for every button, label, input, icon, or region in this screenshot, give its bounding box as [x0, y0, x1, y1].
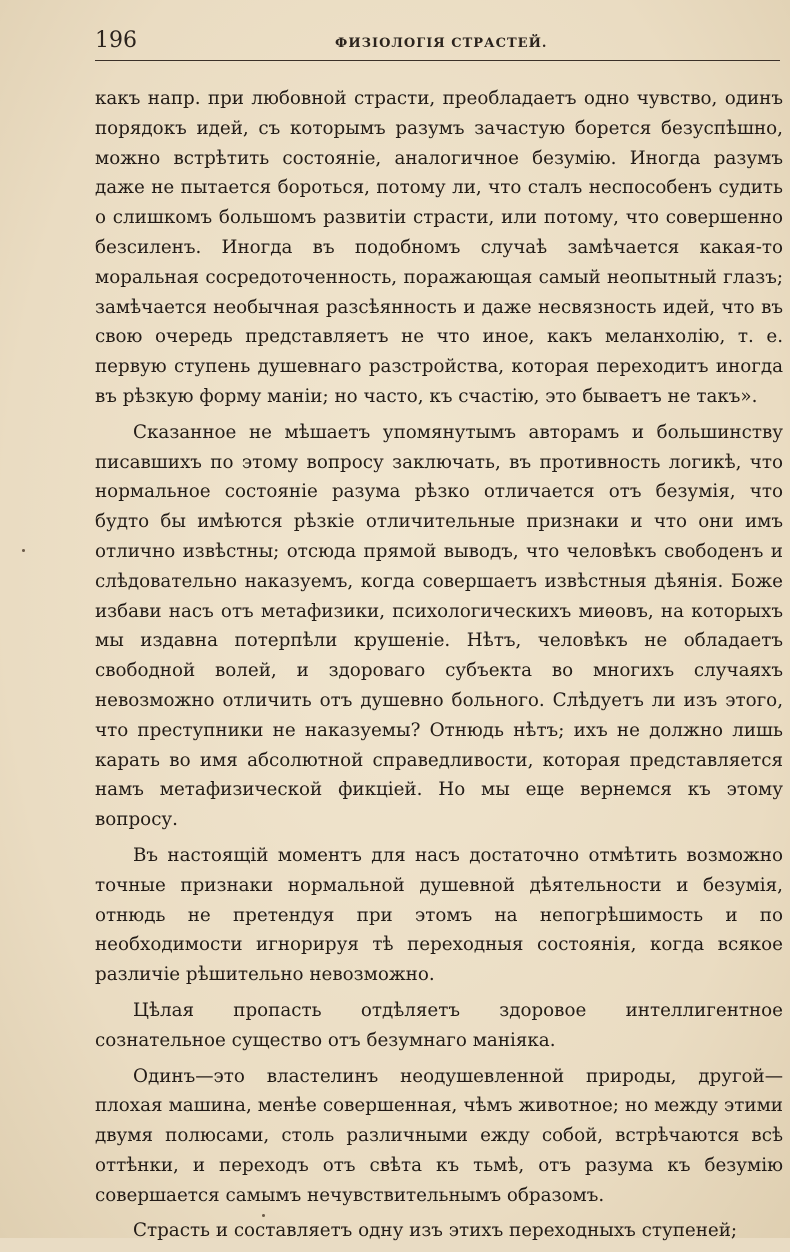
paragraph: Страсть и составляетъ одну изъ этихъ переходныхъ ступеней;: [133, 1220, 738, 1242]
paragraph: Въ настоящій моментъ для насъ достаточно отмѣтить возможно точные признаки нормальной душевной дѣятельности и безумія, отнюдь не претендуя при этомъ на непогрѣшимость и по необходимости игнорируя тѣ переходныя состоянія, когда всякое различіе рѣшительно невозможно.: [95, 844, 783, 986]
page-header: [95, 26, 780, 61]
running-title: ФИЗІОЛОГІЯ СТРАСТЕЙ.: [335, 36, 548, 51]
page-number: 196: [95, 28, 137, 53]
paper-speck: [22, 549, 25, 552]
paragraph: Цѣлая пропасть отдѣляетъ здоровое интеллигентное сознательное существо отъ безумнаго маніяка.: [95, 999, 783, 1051]
paragraph: Одинъ—это властелинъ неодушевленной природы, другой—плохая машина, менѣе совершенная, чѣмъ животное; но между этими двумя полюсами, столь различными ежду собой, встрѣчаются всѣ оттѣнки, и переходъ отъ свѣта къ тьмѣ, отъ разума къ безумію совершается самымъ нечувствительнымъ образомъ.: [95, 1065, 783, 1206]
paper-speck: [262, 1214, 265, 1217]
paragraph: какъ напр. при любовной страсти, преобладаетъ одно чувство, одинъ порядокъ идей, съ которымъ разумъ зачастую борется безуспѣшно, можно встрѣтить состояніе, аналогичное безумію. Иногда разумъ даже не пытается бороться, потому ли, что сталъ неспособенъ судить о слишкомъ большомъ развитіи страсти, или потому, что совершенно безсиленъ. Иногда въ подобномъ случаѣ замѣчается какая-то моральная сосредоточенность, поражающая самый неопытный глазъ; замѣчается необычная разсѣянность и даже несвязность идей, что въ свою очередь представляетъ не что иное, какъ меланхолію, т. е. первую ступень душевнаго разстройства, которая переходитъ иногда въ рѣзкую форму маніи; но часто, къ счастію, это бываетъ не такъ».: [95, 88, 783, 407]
paragraph: Сказанное не мѣшаетъ упомянутымъ авторамъ и большинству писавшихъ по этому вопросу заключать, въ противность логикѣ, что нормальное состояніе разума рѣзко отличается отъ безумія, что будто бы имѣются рѣзкіе отличительные признаки и что они имъ отлично извѣстны; отсюда прямой выводъ, что человѣкъ свободенъ и слѣдовательно наказуемъ, когда совершаетъ извѣстныя дѣянія. Боже избави насъ отъ метафизики, психологическихъ миѳовъ, на которыхъ мы издавна потерпѣли крушеніе. Нѣтъ, человѣкъ не обладаетъ свободной волей, и здороваго субъекта во многихъ случаяхъ невозможно отличить отъ душевно больного. Слѣдуетъ ли изъ этого, что преступники не наказуемы? Отнюдь нѣтъ; ихъ не должно лишь карать во имя абсолютной справедливости, которая представляется намъ метафизической фикціей. Но мы еще вернемся къ этому вопросу.: [95, 421, 783, 831]
body-text: [95, 84, 783, 1252]
